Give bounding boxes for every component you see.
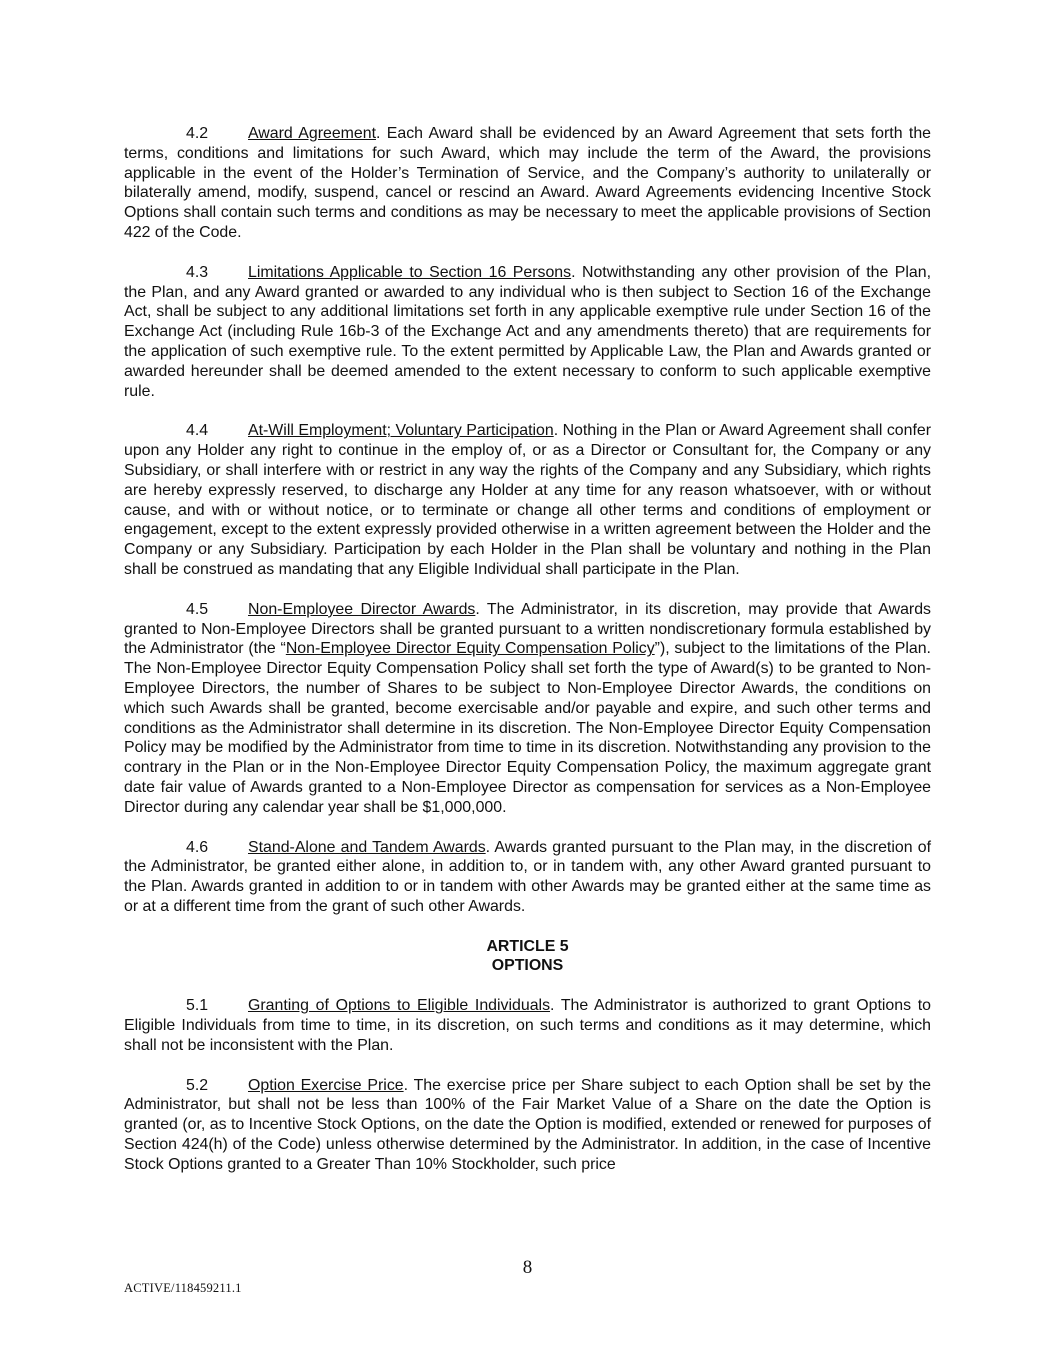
article-5-heading xyxy=(124,937,931,977)
section-5-2 xyxy=(124,1076,931,1175)
article-title: OPTIONS xyxy=(491,957,564,975)
section-4-2 xyxy=(124,124,931,243)
section-4-4 xyxy=(124,421,931,579)
section-heading: Award Agreement xyxy=(248,125,376,142)
section-5-1 xyxy=(124,996,931,1055)
section-number: 4.6 xyxy=(186,838,209,856)
section-heading: At-Will Employment; Voluntary Participation xyxy=(248,422,554,440)
section-body: . Each Award shall be evidenced by an Award Agreement that sets forth the terms, conditions and limitations for such Award, which may include the term of the Award, the provisions applicable in the event of the Holder’s Termination of Service, and the Company’s authority to unilaterally or bilaterally amend, modify, suspend, cancel or rescind an Award. Award Agreements evidencing Incentive Stock Options shall contain such terms and conditions as may be necessary to meet the applicable provisions of Section 422 of the Code. xyxy=(124,125,931,241)
section-heading: Limitations Applicable to Section 16 Persons xyxy=(248,263,572,281)
section-4-6 xyxy=(124,838,931,917)
section-number: 4.5 xyxy=(186,600,209,618)
document-id: ACTIVE/118459211.1 xyxy=(124,1281,242,1295)
section-body: . Awards granted pursuant to the Plan may, in the discretion of the Administrator, be granted either alone, in addition to, or in tandem with, any other Award granted pursuant to the Plan. Awards granted in addition to or in tandem with other Awards may be granted either at the same time as or at a different time from the grant of such other Awards. xyxy=(124,838,931,915)
section-number: 5.1 xyxy=(186,997,209,1015)
section-body: . Nothing in the Plan or Award Agreement shall confer upon any Holder any right to continue in the employ of, or as a Director or Consultant for, the Company or any Subsidiary, or shall interfere with or restrict in any way the rights of the Company and any Subsidiary, which rights are hereby expressly reserved, to discharge any Holder at any time for any reason whatsoever, with or without cause, and with or without notice, or to terminate or change all other terms and conditions of employment or engagement, except to the extent expressly provided otherwise in a written agreement between the Holder and the Company or any Subsidiary. Participation by each Holder in the Plan shall be voluntary and nothing in the Plan shall be construed as mandating that any Eligible Individual shall participate in the Plan. xyxy=(124,422,931,578)
section-heading: Option Exercise Price xyxy=(248,1076,404,1094)
section-body: . Notwithstanding any other provision of the Plan, the Plan, and any Award granted or awarded to any individual who is then subject to Section 16 of the Exchange Act, shall be subject to any additional limitations set forth in any applicable exemptive rule under Section 16 of the Exchange Act (including Rule 16b-3 of the Exchange Act and any amendments thereto) that are requirements for the application of such exemptive rule. To the extent permitted by Applicable Law, the Plan and Awards granted or awarded hereunder shall be deemed amended to the extent necessary to conform to such applicable exemptive rule. xyxy=(124,263,931,400)
section-number: 5.2 xyxy=(186,1076,209,1094)
section-body-continued: ”), subject to the limitations of the Plan. The Non-Employee Director Equity Compensation Policy shall set forth the type of Award(s) to be granted to Non-Employee Directors, the number of Shares to be subject to Non-Employee Director Awards, the conditions on which such Awards shall be granted, become exercisable and/or payable and expire, and such other terms and conditions as the Administrator shall determine in its discretion. The Non-Employee Director Equity Compensation Policy may be modified by the Administrator from time to time in its discretion. Notwithstanding any provision to the contrary in the Plan or in the Non-Employee Director Equity Compensation Policy, the maximum aggregate grant date fair value of Awards granted to a Non-Employee Director as compensation for services as a Non-Employee Director during any calendar year shall be $1,000,000. xyxy=(124,640,931,816)
section-body: . The exercise price per Share subject to each Option shall be set by the Administrator, but shall not be less than 100% of the Fair Market Value of a Share on the date the Option is granted (or, as to Incentive Stock Options, on the date the Option is modified, extended or renewed for purposes of Section 424(h) of the Code) unless otherwise determined by the Administrator. In addition, in the case of Incentive Stock Options granted to a Greater Than 10% Stockholder, such price xyxy=(124,1076,931,1173)
section-heading: Non-Employee Director Awards xyxy=(248,600,476,618)
page-number: 8 xyxy=(522,1257,533,1278)
section-number: 4.3 xyxy=(186,263,209,281)
article-number: ARTICLE 5 xyxy=(486,937,569,955)
section-body: . The Administrator is authorized to grant Options to Eligible Individuals from time to time, in its discretion, on such terms and conditions as it may determine, which shall not be inconsistent with the Plan. xyxy=(124,997,931,1054)
section-4-3 xyxy=(124,263,931,402)
document-body xyxy=(124,124,931,1195)
section-heading: Stand-Alone and Tandem Awards xyxy=(248,838,486,856)
defined-term: Non-Employee Director Equity Compensation Policy xyxy=(285,640,655,658)
section-heading: Granting of Options to Eligible Individuals xyxy=(248,997,551,1015)
section-number: 4.2 xyxy=(186,125,209,142)
section-number: 4.4 xyxy=(186,422,209,440)
section-body: . The Administrator, in its discretion, may provide that Awards granted to Non-Employee Directors shall be granted pursuant to a written nondiscretionary formula established by the Administrator (the “ xyxy=(124,600,931,658)
section-4-5 xyxy=(124,600,931,818)
